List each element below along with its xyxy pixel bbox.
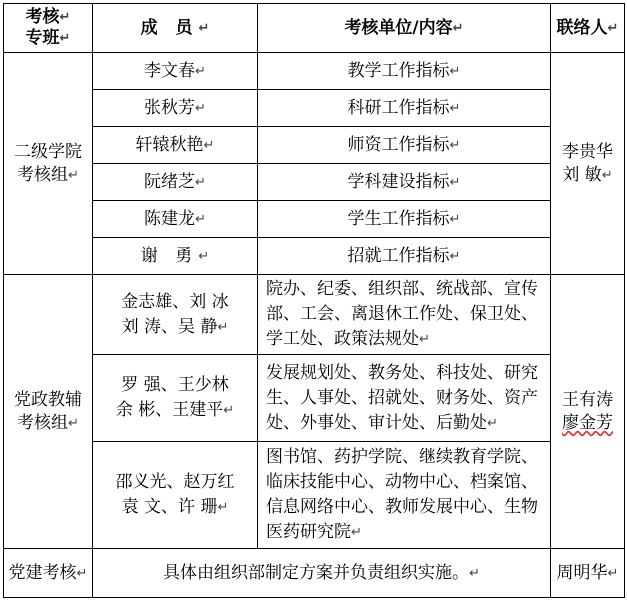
- content-cell: 院办、纪委、组织部、统战部、宣传部、工会、离退休工作处、保卫处、学工处、政策法规处↵: [258, 275, 551, 355]
- header-group-line2: 专班↵: [25, 28, 71, 48]
- member-cell: 谢 勇↵: [93, 238, 258, 275]
- header-row: [4, 4, 625, 53]
- member-cell: 李文春↵: [93, 53, 258, 90]
- member-cell: 罗 强、王少林 余 彬、王建平↵: [93, 355, 258, 442]
- header-group-cell: [4, 4, 93, 53]
- content-cell: 发展规划处、教务处、科技处、研究生、人事处、招就处、财务处、资产处、外事处、审计处、后勤处↵: [258, 355, 551, 442]
- contact-cell: 周明华↵: [551, 549, 625, 598]
- group-name-cell: 党政教辅 考核组↵: [4, 275, 93, 549]
- table-row: [4, 275, 625, 355]
- table-row: [4, 238, 625, 275]
- contact-cell: 李贵华 刘 敏↵: [551, 53, 625, 275]
- contact-cell: 王有涛 廖金芳: [551, 275, 625, 549]
- header-contact-cell: 联络人↵: [551, 4, 625, 53]
- table-row: [4, 90, 625, 127]
- group-name-cell: 二级学院 考核组↵: [4, 53, 93, 275]
- member-cell: 阮绪芝↵: [93, 164, 258, 201]
- table-row: [4, 127, 625, 164]
- header-content-cell: 考核单位/内容↵: [258, 4, 551, 53]
- content-cell: 招就工作指标↵: [258, 238, 551, 275]
- assessment-team-table: [3, 3, 625, 598]
- table-row: [4, 355, 625, 442]
- group-name-cell: 党建考核↵: [4, 549, 93, 598]
- member-cell: 张秋芳↵: [93, 90, 258, 127]
- header-members-cell: 成 员↵: [93, 4, 258, 53]
- content-cell: 学生工作指标↵: [258, 201, 551, 238]
- content-cell: 科研工作指标↵: [258, 90, 551, 127]
- table-row: [4, 442, 625, 549]
- content-cell: 具体由组织部制定方案并负责组织实施。↵: [93, 549, 551, 598]
- member-cell: 轩辕秋艳↵: [93, 127, 258, 164]
- table-row: [4, 201, 625, 238]
- table-row: [4, 164, 625, 201]
- member-cell: 金志雄、刘 冰 刘 涛、吴 静↵: [93, 275, 258, 355]
- content-cell: 教学工作指标↵: [258, 53, 551, 90]
- content-cell: 图书馆、药护学院、继续教育学院、临床技能中心、动物中心、档案馆、信息网络中心、教师发展中心、生物医药研究院↵: [258, 442, 551, 549]
- content-cell: 学科建设指标↵: [258, 164, 551, 201]
- header-group-line1: 考核↵: [25, 7, 71, 27]
- member-cell: 邵义光、赵万红 袁 文、许 珊↵: [93, 442, 258, 549]
- table-row: [4, 549, 625, 598]
- content-cell: 师资工作指标↵: [258, 127, 551, 164]
- table-row: [4, 53, 625, 90]
- member-cell: 陈建龙↵: [93, 201, 258, 238]
